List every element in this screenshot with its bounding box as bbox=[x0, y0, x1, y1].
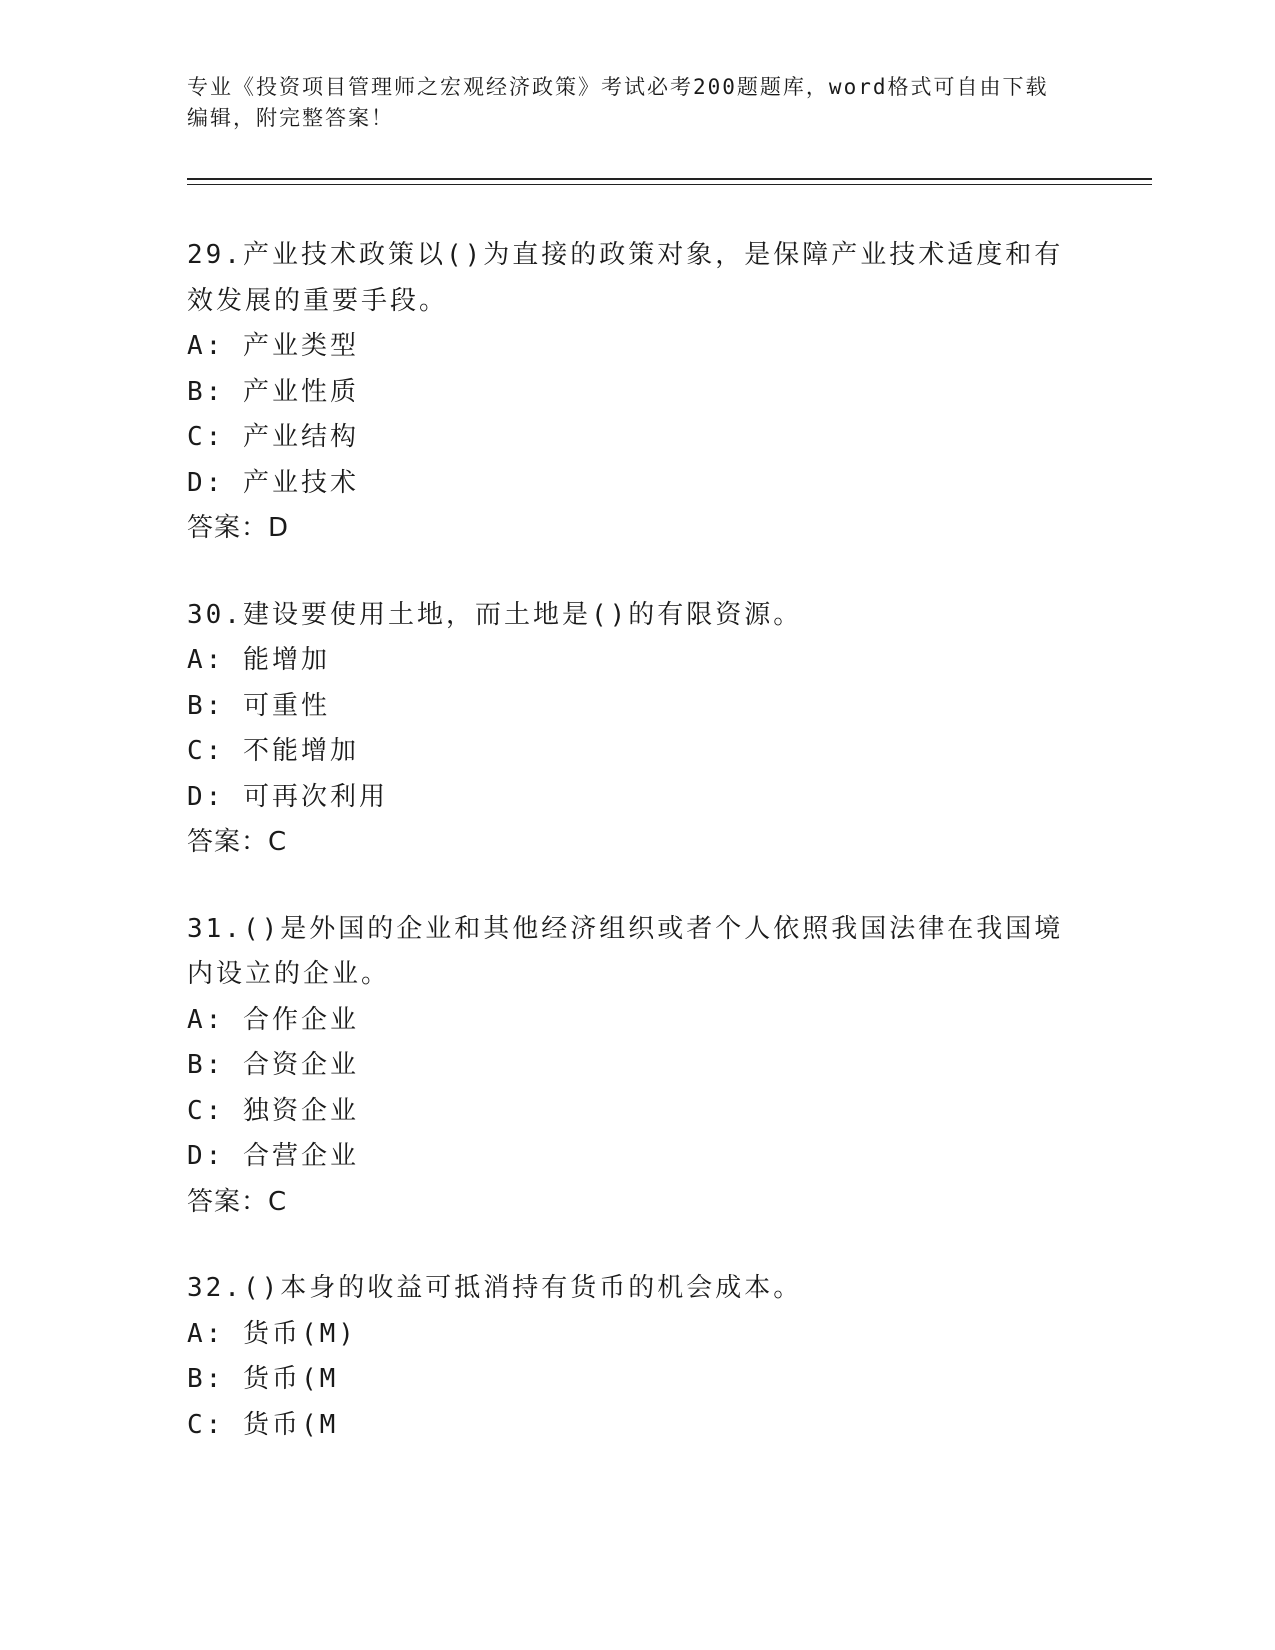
question-29 bbox=[187, 233, 1087, 552]
option-b: B: 可重性 bbox=[187, 690, 330, 721]
option-d: D: 产业技术 bbox=[187, 467, 359, 498]
option-a: A: 合作企业 bbox=[187, 1004, 359, 1035]
option-b: B: 合资企业 bbox=[187, 1050, 359, 1080]
question-stem: 32.()本身的收益可抵消持有货币的机会成本。 bbox=[187, 1273, 803, 1303]
question-31 bbox=[187, 907, 1087, 1226]
option-c: C: 独资企业 bbox=[187, 1095, 359, 1126]
header-divider bbox=[187, 178, 1152, 185]
question-stem: 29.产业技术政策以()为直接的政策对象，是保障产业技术适度和有效发展的重要手段。 bbox=[187, 240, 1064, 316]
answer: 答案：D bbox=[187, 513, 290, 543]
option-b: B: 货币(M bbox=[187, 1364, 339, 1394]
option-c: C: 货币(M bbox=[187, 1409, 339, 1440]
option-b: B: 产业性质 bbox=[187, 376, 359, 407]
question-stem: 31.()是外国的企业和其他经济组织或者个人依照我国法律在我国境内设立的企业。 bbox=[187, 913, 1064, 989]
answer: 答案：C bbox=[187, 827, 288, 857]
option-a: A: 货币(M) bbox=[187, 1318, 357, 1349]
document-header: 专业《投资项目管理师之宏观经济政策》考试必考200题题库，word格式可自由下载编辑，附完整答案！ bbox=[187, 75, 1049, 130]
question-list bbox=[187, 233, 1087, 1489]
question-30 bbox=[187, 593, 1087, 866]
question-stem: 30.建设要使用土地，而土地是()的有限资源。 bbox=[187, 599, 803, 630]
option-d: D: 可再次利用 bbox=[187, 781, 388, 812]
option-c: C: 产业结构 bbox=[187, 422, 359, 452]
question-32 bbox=[187, 1266, 1087, 1448]
option-a: A: 能增加 bbox=[187, 645, 330, 675]
option-c: C: 不能增加 bbox=[187, 736, 359, 766]
answer: 答案：C bbox=[187, 1186, 288, 1217]
option-a: A: 产业类型 bbox=[187, 331, 359, 361]
option-d: D: 合营企业 bbox=[187, 1141, 359, 1171]
